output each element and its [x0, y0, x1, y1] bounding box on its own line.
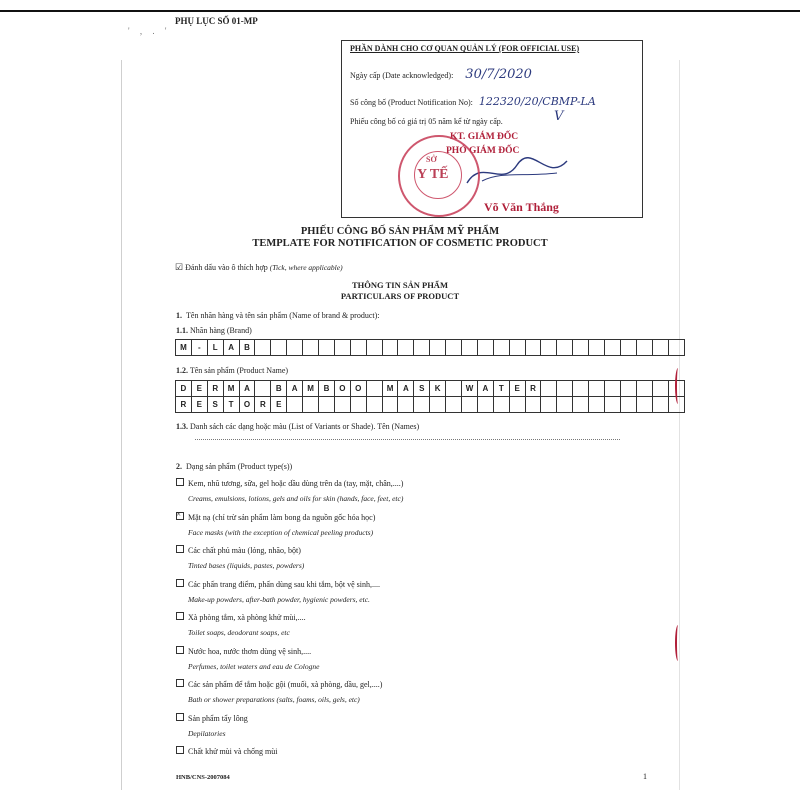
checkbox-icon [176, 545, 184, 553]
grid-cell: A [477, 381, 493, 397]
grid-cell [398, 397, 414, 413]
handwritten-mark: V [554, 109, 564, 124]
grid-cell [620, 397, 636, 413]
grid-cell [652, 397, 668, 413]
scan-edge-left [121, 60, 122, 790]
product-type-item [176, 679, 656, 713]
signer-title-1: KT. GIÁM ĐỐC [450, 132, 519, 142]
grid-cell [319, 340, 335, 356]
grid-cell: T [223, 397, 239, 413]
grid-cell: R [176, 397, 192, 413]
signer-name: Võ Văn Thắng [484, 200, 559, 214]
product-type-label-vi: Mặt nạ (chỉ trừ sản phẩm làm bong da nguồn gốc hóa học) [188, 512, 376, 522]
grid-cell [573, 397, 589, 413]
grid-cell [446, 381, 462, 397]
grid-cell [350, 340, 366, 356]
grid-cell: M [176, 340, 192, 356]
grid-cell [430, 397, 446, 413]
product-type-item [176, 512, 656, 546]
margin-mark [675, 625, 681, 661]
grid-cell [620, 340, 636, 356]
product-type-item [176, 646, 656, 680]
grid-cell [366, 381, 382, 397]
grid-cell [271, 340, 287, 356]
checkbox-icon [176, 579, 184, 587]
grid-cell [477, 340, 493, 356]
checked-checkbox-icon [176, 512, 184, 520]
grid-cell [382, 397, 398, 413]
grid-cell: T [493, 381, 509, 397]
variants-dotted-line [195, 438, 620, 440]
grid-cell [636, 381, 652, 397]
margin-mark [675, 368, 681, 404]
top-border-line [0, 10, 800, 12]
product-type-label-en: Toilet soaps, deodorant soaps, etc [188, 628, 290, 637]
document-code: HNB/CNS-2007084 [176, 774, 230, 781]
grid-cell [287, 340, 303, 356]
notification-number-row [350, 95, 596, 108]
product-type-label-vi: Các sản phẩm để tắm hoặc gội (muối, xà phòng, dầu, gel,....) [188, 680, 383, 689]
grid-cell: B [319, 381, 335, 397]
grid-cell [303, 397, 319, 413]
product-type-label-en: Tinted bases (liquids, pastes, powders) [188, 561, 305, 570]
grid-cell [462, 397, 478, 413]
grid-cell [509, 397, 525, 413]
grid-cell [557, 340, 573, 356]
product-type-label-en: Perfumes, toilet waters and eau de Cologne [188, 661, 320, 671]
particulars-title-vi: THÔNG TIN SẢN PHẨM [352, 280, 448, 290]
grid-cell [589, 381, 605, 397]
grid-cell [652, 381, 668, 397]
grid-cell: A [398, 381, 414, 397]
grid-cell: E [509, 381, 525, 397]
grid-cell: A [223, 340, 239, 356]
notification-number-value: 122320/20/CBMP-LA [478, 95, 596, 108]
grid-cell [493, 340, 509, 356]
grid-cell [605, 381, 621, 397]
grid-cell [255, 340, 271, 356]
grid-cell [366, 397, 382, 413]
product-type-item [176, 478, 656, 512]
page-number: 1 [643, 772, 647, 781]
grid-cell: A [239, 381, 255, 397]
grid-cell: E [191, 381, 207, 397]
validity-note: Phiếu công bố có giá trị 05 năm kể từ ngày cấp. [350, 117, 503, 126]
variants-heading: 1.3. Danh sách các dạng hoặc màu (List of Variants or Shade). Tên (Names) [176, 422, 420, 431]
product-type-label-vi: Kem, nhũ tương, sữa, gel hoặc dầu dùng trên da (tay, mặt, chân,....) [188, 479, 404, 488]
appendix-label: PHỤ LỤC SỐ 01-MP [175, 16, 258, 26]
official-seal-stamp: SỞ Y TẾ [398, 135, 480, 217]
grid-cell [430, 340, 446, 356]
official-use-heading: PHẦN DÀNH CHO CƠ QUAN QUẢN LÝ (FOR OFFICIAL USE) [350, 44, 580, 53]
date-acknowledged-label: Ngày cấp (Date acknowledged): [350, 71, 454, 80]
grid-cell [414, 397, 430, 413]
grid-cell [414, 340, 430, 356]
date-acknowledged-row [350, 67, 532, 82]
grid-cell [446, 397, 462, 413]
grid-cell [303, 340, 319, 356]
grid-cell [446, 340, 462, 356]
grid-cell: S [207, 397, 223, 413]
product-type-label-en: Depilatories [188, 728, 226, 738]
checkbox-icon [176, 679, 184, 687]
product-type-label-vi: Xà phòng tắm, xà phòng khử mùi,.... [188, 613, 306, 622]
product-type-label-vi: Nước hoa, nước thơm dùng vệ sinh,.... [188, 646, 312, 656]
grid-cell [573, 340, 589, 356]
grid-cell: A [287, 381, 303, 397]
product-type-item [176, 579, 656, 613]
product-name-heading: 1.2. Tên sản phẩm (Product Name) [176, 366, 289, 375]
scan-specks: ' , . ' [128, 26, 171, 36]
grid-cell: E [191, 397, 207, 413]
grid-cell: R [255, 397, 271, 413]
grid-cell [334, 340, 350, 356]
grid-cell: O [350, 381, 366, 397]
title-english: TEMPLATE FOR NOTIFICATION OF COSMETIC PRODUCT [252, 238, 548, 249]
title-vietnamese: PHIẾU CÔNG BỐ SẢN PHẨM MỸ PHẨM [300, 226, 500, 237]
checkbox-icon [176, 746, 184, 754]
grid-cell [620, 381, 636, 397]
product-type-label-en: Make-up powders, after-bath powder, hygienic powders, etc. [188, 594, 370, 604]
grid-cell [557, 397, 573, 413]
grid-cell: D [176, 381, 192, 397]
grid-cell [525, 397, 541, 413]
checkbox-icon [176, 612, 184, 620]
grid-cell [382, 340, 398, 356]
grid-cell: S [414, 381, 430, 397]
grid-cell [493, 397, 509, 413]
grid-cell: - [191, 340, 207, 356]
product-type-label-en: Face masks (with the exception of chemical peeling products) [188, 527, 374, 537]
date-acknowledged-value: 30/7/2020 [465, 67, 532, 82]
grid-cell [589, 397, 605, 413]
grid-cell: B [271, 381, 287, 397]
product-type-label-vi: Chất khử mùi và chống mùi [188, 747, 278, 756]
grid-cell [605, 397, 621, 413]
grid-cell [589, 340, 605, 356]
grid-cell [636, 340, 652, 356]
tick-note: ☑ Đánh dấu vào ô thích hợp (Tick, where applicable) [175, 262, 343, 272]
checkbox-icon [176, 646, 184, 654]
grid-cell [398, 340, 414, 356]
checkbox-icon [176, 713, 184, 721]
grid-cell: R [207, 381, 223, 397]
grid-cell [334, 397, 350, 413]
grid-cell: B [239, 340, 255, 356]
checked-box-icon: ☑ [175, 262, 184, 272]
product-type-label-vi: Các phấn trang điểm, phấn dùng sau khi tắm, bột vệ sinh,.... [188, 579, 380, 589]
product-type-list [176, 478, 656, 780]
product-type-item [176, 545, 656, 579]
product-type-label-vi: Sản phẩm tẩy lông [188, 713, 248, 723]
product-type-label-en: Bath or shower preparations (salts, foams, oils, gels, etc) [188, 695, 360, 704]
grid-cell [255, 381, 271, 397]
grid-cell: O [334, 381, 350, 397]
product-name-character-grid [175, 380, 685, 413]
scan-edge-right [679, 60, 680, 790]
grid-cell [462, 340, 478, 356]
grid-cell [319, 397, 335, 413]
grid-cell [366, 340, 382, 356]
grid-cell [541, 340, 557, 356]
product-type-item [176, 713, 656, 747]
grid-cell [541, 397, 557, 413]
grid-cell [525, 340, 541, 356]
product-type-item [176, 746, 656, 780]
grid-cell: R [525, 381, 541, 397]
brand-character-grid [175, 339, 685, 356]
section1-heading: 1. Tên nhãn hàng và tên sản phẩm (Name of brand & product): [176, 311, 380, 320]
grid-cell [477, 397, 493, 413]
brand-heading: 1.1. Nhãn hàng (Brand) [176, 326, 252, 335]
grid-cell: E [271, 397, 287, 413]
product-type-label-vi: Các chất phủ màu (lỏng, nhão, bột) [188, 546, 301, 555]
grid-cell: L [207, 340, 223, 356]
grid-cell [652, 340, 668, 356]
notification-number-label: Số công bố (Product Notification No): [350, 98, 473, 107]
grid-cell [287, 397, 303, 413]
section2-heading: 2. Dạng sản phẩm (Product type(s)) [176, 462, 293, 471]
grid-cell [573, 381, 589, 397]
signer-title-2: PHÓ GIÁM ĐỐC [446, 146, 520, 156]
grid-cell [350, 397, 366, 413]
product-type-label-en: Creams, emulsions, lotions, gels and oils for skin (hands, face, feet, etc) [188, 494, 404, 503]
grid-cell [668, 340, 684, 356]
grid-cell: O [239, 397, 255, 413]
checkbox-icon [176, 478, 184, 486]
grid-cell: W [462, 381, 478, 397]
official-use-box [341, 40, 643, 218]
product-type-item [176, 612, 656, 646]
grid-cell: M [303, 381, 319, 397]
grid-cell [636, 397, 652, 413]
grid-cell: K [430, 381, 446, 397]
grid-cell [557, 381, 573, 397]
grid-cell [541, 381, 557, 397]
grid-cell [605, 340, 621, 356]
grid-cell: M [382, 381, 398, 397]
grid-cell [509, 340, 525, 356]
grid-cell: M [223, 381, 239, 397]
particulars-title-en: PARTICULARS OF PRODUCT [340, 291, 460, 301]
